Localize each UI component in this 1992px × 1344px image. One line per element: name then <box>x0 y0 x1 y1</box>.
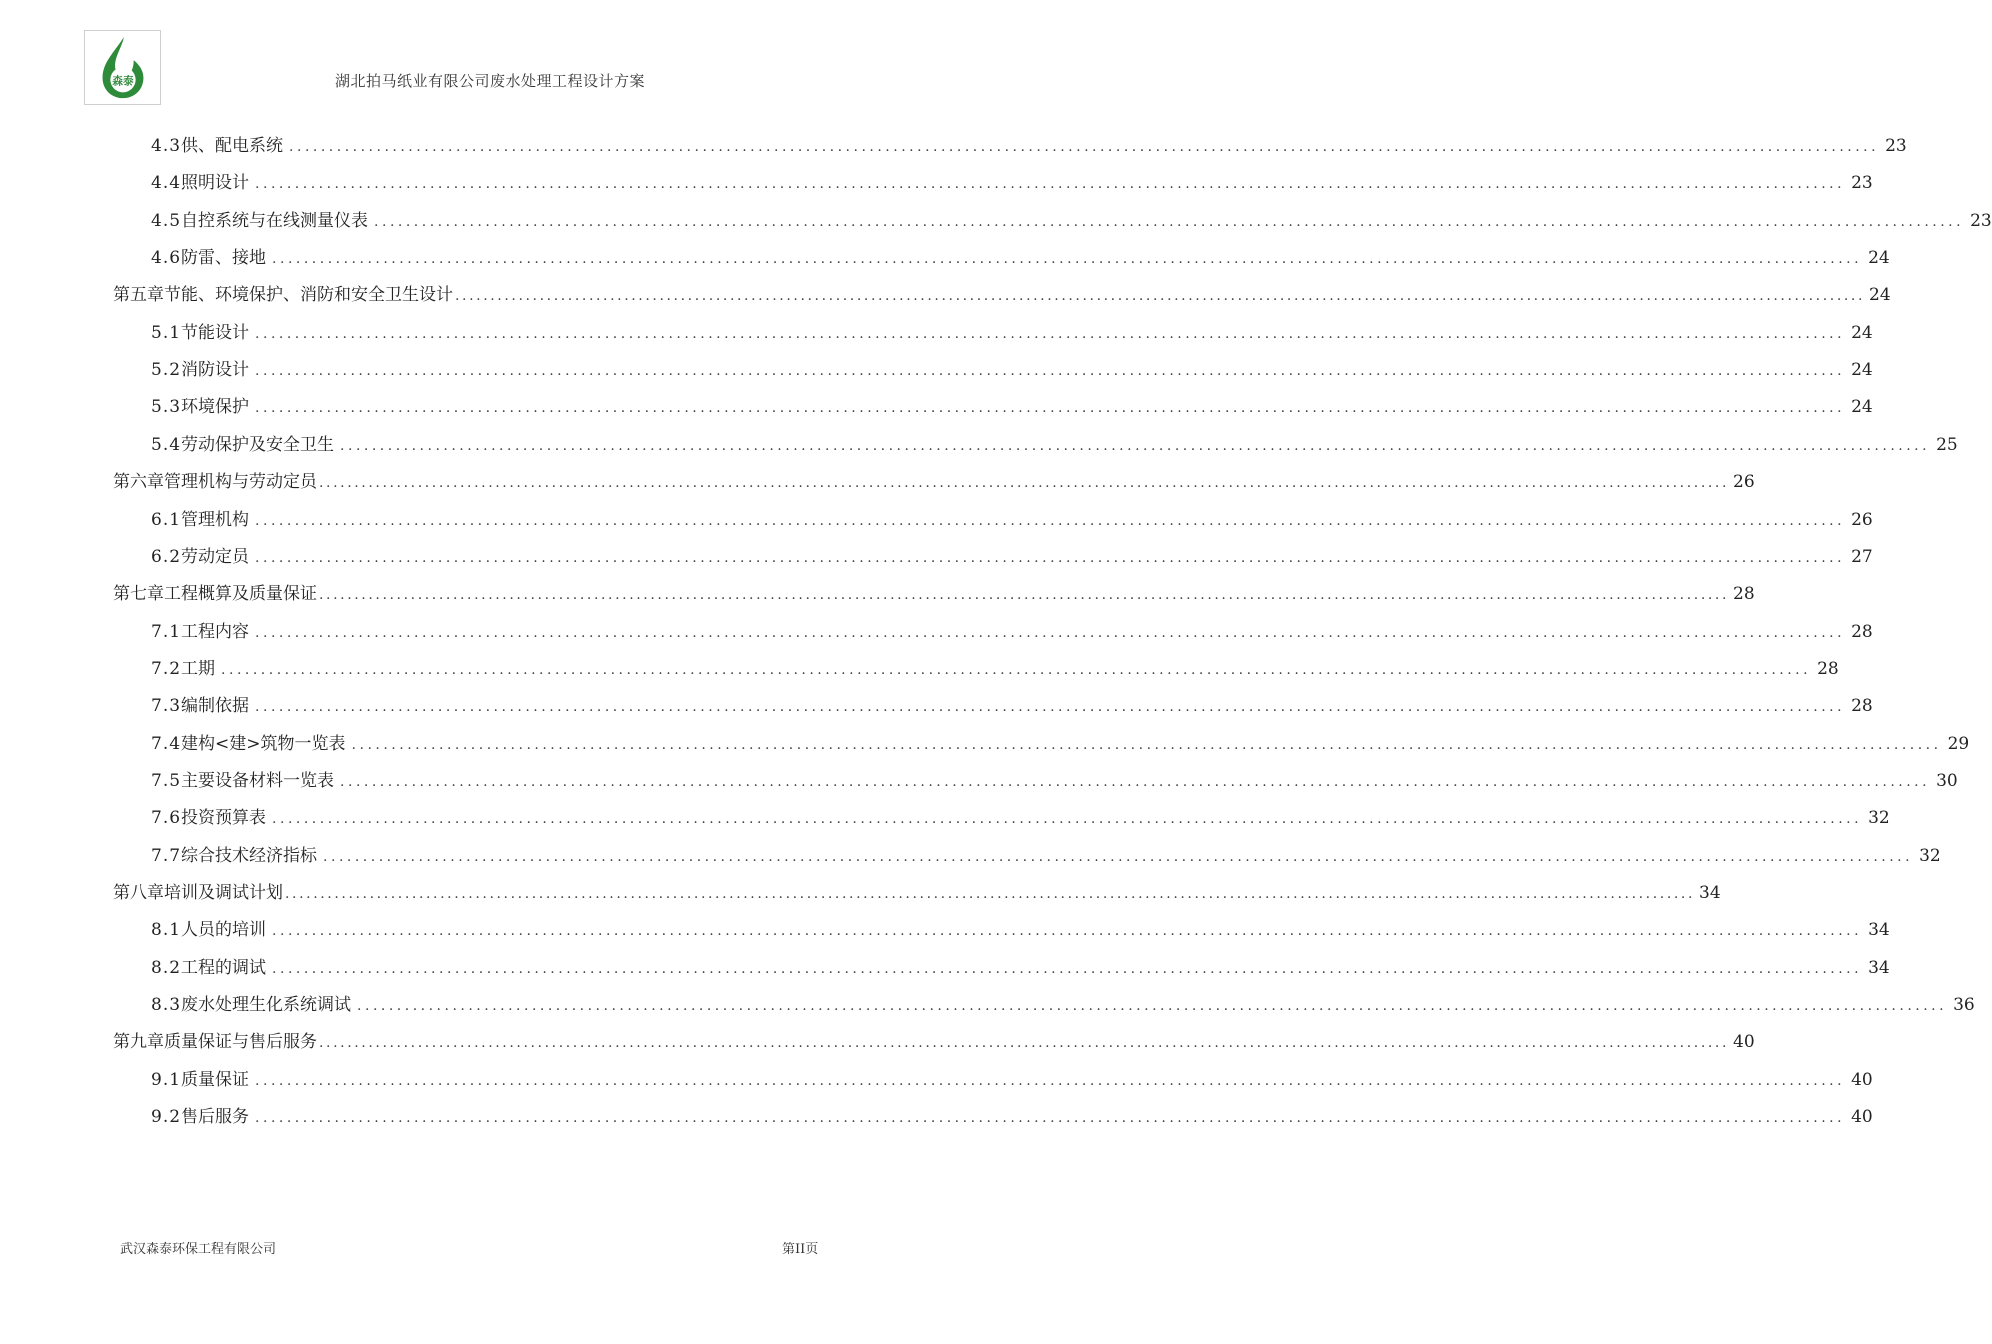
toc-entry-page: 34 <box>1868 920 1890 941</box>
toc-entry-title: 工程的调试 <box>181 957 267 978</box>
toc-entry-number: 第五章 <box>113 285 164 306</box>
toc-dot-leader: ........................................................................................................................................................................................................ <box>255 699 1846 716</box>
company-logo <box>84 30 161 105</box>
toc-dot-leader: ........................................................................................................................................................................................................ <box>319 475 1730 492</box>
toc-entry-page: 23 <box>1885 136 1907 156</box>
toc-entry-page: 28 <box>1817 658 1839 679</box>
toc-chapter-entry[interactable] <box>113 579 1755 605</box>
toc-entry-number: 4.3 <box>151 136 182 156</box>
toc-section-entry[interactable] <box>151 803 1890 829</box>
toc-entry-number: 第六章 <box>113 472 164 493</box>
toc-section-entry[interactable] <box>151 355 1873 381</box>
toc-dot-leader: ........................................................................................................................................................................................................ <box>255 400 1846 417</box>
toc-section-entry[interactable] <box>151 392 1873 418</box>
toc-entry-page: 26 <box>1851 509 1873 530</box>
toc-entry-page: 24 <box>1851 322 1873 343</box>
toc-entry-number: 7.2 <box>151 658 182 679</box>
toc-entry-title: 建构<建>筑物一览表 <box>181 733 346 754</box>
toc-dot-leader: ........................................................................................................................................................................................................ <box>255 1110 1846 1127</box>
toc-entry-title: 工程概算及质量保证 <box>164 584 317 605</box>
toc-entry-title: 环境保护 <box>181 397 250 418</box>
toc-entry-number: 5.2 <box>151 360 182 381</box>
toc-section-entry[interactable] <box>151 766 1958 791</box>
toc-section-entry[interactable] <box>151 691 1873 717</box>
toc-section-entry[interactable] <box>151 1065 1873 1090</box>
toc-entry-page: 40 <box>1851 1107 1873 1128</box>
toc-entry-page: 24 <box>1868 248 1890 269</box>
document-header-title: 湖北拍马纸业有限公司废水处理工程设计方案 <box>334 72 645 90</box>
toc-section-entry[interactable] <box>151 206 1992 231</box>
toc-entry-number: 8.1 <box>151 920 182 941</box>
toc-entry-title: 废水处理生化系统调试 <box>181 995 352 1016</box>
toc-entry-number: 第九章 <box>113 1032 164 1053</box>
toc-dot-leader: ........................................................................................................................................................................................................ <box>340 437 1931 454</box>
toc-entry-number: 第七章 <box>113 584 164 605</box>
toc-entry-title: 节能设计 <box>181 322 250 343</box>
toc-chapter-entry[interactable] <box>113 1027 1755 1053</box>
toc-entry-number: 5.1 <box>151 322 182 343</box>
toc-entry-title: 供、配电系统 <box>181 136 284 156</box>
logo-text: 森泰 <box>112 74 134 88</box>
toc-entry-page: 34 <box>1868 957 1890 978</box>
toc-section-entry[interactable] <box>151 542 1873 567</box>
toc-section-entry[interactable] <box>151 243 1890 269</box>
toc-entry-page: 23 <box>1851 173 1873 194</box>
toc-entry-number: 9.2 <box>151 1107 182 1128</box>
toc-dot-leader: ........................................................................................................................................................................................................ <box>272 251 1863 268</box>
toc-entry-number: 第八章 <box>113 883 164 903</box>
toc-entry-title: 人员的培训 <box>181 920 267 941</box>
toc-entry-number: 5.3 <box>151 397 182 418</box>
toc-entry-page: 24 <box>1869 285 1891 306</box>
toc-entry-title: 管理机构与劳动定员 <box>164 472 317 493</box>
toc-entry-title: 劳动保护及安全卫生 <box>181 434 335 455</box>
toc-dot-leader: ........................................................................................................................................................................................................ <box>340 774 1931 790</box>
toc-section-entry[interactable] <box>151 617 1873 642</box>
toc-dot-leader: ........................................................................................................................................................................................................ <box>255 325 1846 342</box>
toc-entry-number: 7.5 <box>151 771 182 791</box>
toc-entry-title: 综合技术经济指标 <box>181 845 318 866</box>
toc-entry-page: 36 <box>1953 995 1975 1016</box>
toc-entry-page: 24 <box>1851 360 1873 381</box>
toc-section-entry[interactable] <box>151 841 1941 866</box>
toc-dot-leader: ........................................................................................................................................................................................................ <box>289 139 1880 155</box>
toc-section-entry[interactable] <box>151 131 1907 156</box>
toc-entry-number: 7.3 <box>151 696 182 717</box>
toc-entry-number: 4.5 <box>151 210 182 231</box>
footer-page-number: 第II页 <box>782 1242 819 1257</box>
toc-entry-page: 24 <box>1851 397 1873 418</box>
toc-entry-title: 工期 <box>181 658 216 679</box>
toc-dot-leader: ........................................................................................................................................................................................................ <box>255 549 1846 566</box>
toc-entry-number: 8.3 <box>151 995 182 1016</box>
toc-entry-number: 6.1 <box>151 509 182 530</box>
toc-entry-title: 编制依据 <box>181 696 250 717</box>
toc-section-entry[interactable] <box>151 318 1873 343</box>
toc-entry-title: 防雷、接地 <box>181 248 267 269</box>
toc-entry-page: 32 <box>1868 808 1890 829</box>
toc-entry-number: 8.2 <box>151 957 182 978</box>
toc-dot-leader: ........................................................................................................................................................................................................ <box>272 811 1863 828</box>
toc-entry-title: 质量保证与售后服务 <box>164 1032 317 1053</box>
toc-dot-leader: ........................................................................................................................................................................................................ <box>255 1072 1846 1089</box>
toc-entry-number: 7.7 <box>151 845 182 866</box>
toc-entry-number: 9.1 <box>151 1069 182 1090</box>
toc-entry-number: 7.6 <box>151 808 182 829</box>
toc-entry-number: 4.6 <box>151 248 182 269</box>
toc-entry-title: 培训及调试计划 <box>164 883 283 903</box>
toc-entry-page: 26 <box>1733 472 1755 493</box>
toc-section-entry[interactable] <box>151 168 1873 194</box>
toc-dot-leader: ........................................................................................................................................................................................................ <box>255 363 1846 380</box>
toc-entry-title: 管理机构 <box>181 509 250 530</box>
toc-entry-page: 28 <box>1851 696 1873 717</box>
toc-entry-number: 4.4 <box>151 173 182 194</box>
toc-dot-leader: ........................................................................................................................................................................................................ <box>272 923 1863 940</box>
toc-entry-number: 6.2 <box>151 546 182 567</box>
toc-entry-number: 7.1 <box>151 621 182 642</box>
toc-dot-leader: ........................................................................................................................................................................................................ <box>221 661 1812 678</box>
toc-dot-leader: ........................................................................................................................................................................................................ <box>323 848 1914 865</box>
toc-entry-title: 节能、环境保护、消防和安全卫生设计 <box>164 285 453 306</box>
toc-entry-number: 5.4 <box>151 434 182 455</box>
toc-entry-page: 23 <box>1970 210 1992 231</box>
toc-entry-title: 投资预算表 <box>181 808 267 829</box>
toc-entry-number: 7.4 <box>151 733 182 754</box>
toc-dot-leader: ........................................................................................................................................................................................................ <box>351 736 1942 753</box>
toc-dot-leader: ........................................................................................................................................................................................................ <box>319 1035 1730 1052</box>
toc-entry-page: 28 <box>1733 584 1755 605</box>
toc-entry-title: 消防设计 <box>181 360 250 381</box>
toc-entry-title: 劳动定员 <box>181 546 250 567</box>
toc-section-entry[interactable] <box>151 1102 1873 1128</box>
toc-chapter-entry[interactable] <box>113 878 1721 903</box>
toc-entry-page: 29 <box>1947 733 1970 754</box>
toc-section-entry[interactable] <box>151 654 1839 679</box>
toc-entry-page: 34 <box>1699 883 1721 903</box>
toc-entry-page: 40 <box>1851 1069 1873 1090</box>
toc-dot-leader: ........................................................................................................................................................................................................ <box>255 624 1846 641</box>
toc-section-entry[interactable] <box>151 729 1970 754</box>
toc-section-entry[interactable] <box>151 915 1890 941</box>
toc-section-entry[interactable] <box>151 505 1873 530</box>
toc-section-entry[interactable] <box>151 953 1890 978</box>
toc-chapter-entry[interactable] <box>113 467 1755 493</box>
toc-entry-title: 售后服务 <box>181 1107 250 1128</box>
toc-entry-title: 自控系统与在线测量仪表 <box>181 210 369 231</box>
toc-dot-leader: ........................................................................................................................................................................................................ <box>319 587 1730 604</box>
toc-entry-page: 25 <box>1936 434 1958 455</box>
toc-entry-page: 27 <box>1851 546 1873 567</box>
toc-dot-leader: ........................................................................................................................................................................................................ <box>255 512 1846 529</box>
toc-dot-leader: ........................................................................................................................................................................................................ <box>255 176 1846 193</box>
toc-entry-page: 30 <box>1936 771 1958 791</box>
toc-entry-page: 28 <box>1851 621 1873 642</box>
water-drop-logo-icon <box>85 31 160 104</box>
toc-entry-title: 照明设计 <box>181 173 250 194</box>
footer-company-name: 武汉森泰环保工程有限公司 <box>120 1242 277 1257</box>
toc-entry-page: 32 <box>1919 845 1941 866</box>
toc-entry-title: 质量保证 <box>181 1069 250 1090</box>
toc-dot-leader: ........................................................................................................................................................................................................ <box>272 960 1863 977</box>
toc-section-entry[interactable] <box>151 990 1975 1016</box>
toc-entry-title: 主要设备材料一览表 <box>181 771 335 791</box>
toc-section-entry[interactable] <box>151 430 1958 455</box>
toc-entry-page: 40 <box>1733 1032 1755 1053</box>
toc-chapter-entry[interactable] <box>113 280 1891 306</box>
toc-dot-leader: ........................................................................................................................................................................................................ <box>374 213 1965 230</box>
toc-dot-leader: ........................................................................................................................................................................................................ <box>285 886 1696 902</box>
toc-dot-leader: ........................................................................................................................................................................................................ <box>357 998 1948 1015</box>
toc-entry-title: 工程内容 <box>181 621 250 642</box>
toc-dot-leader: ........................................................................................................................................................................................................ <box>455 288 1866 305</box>
